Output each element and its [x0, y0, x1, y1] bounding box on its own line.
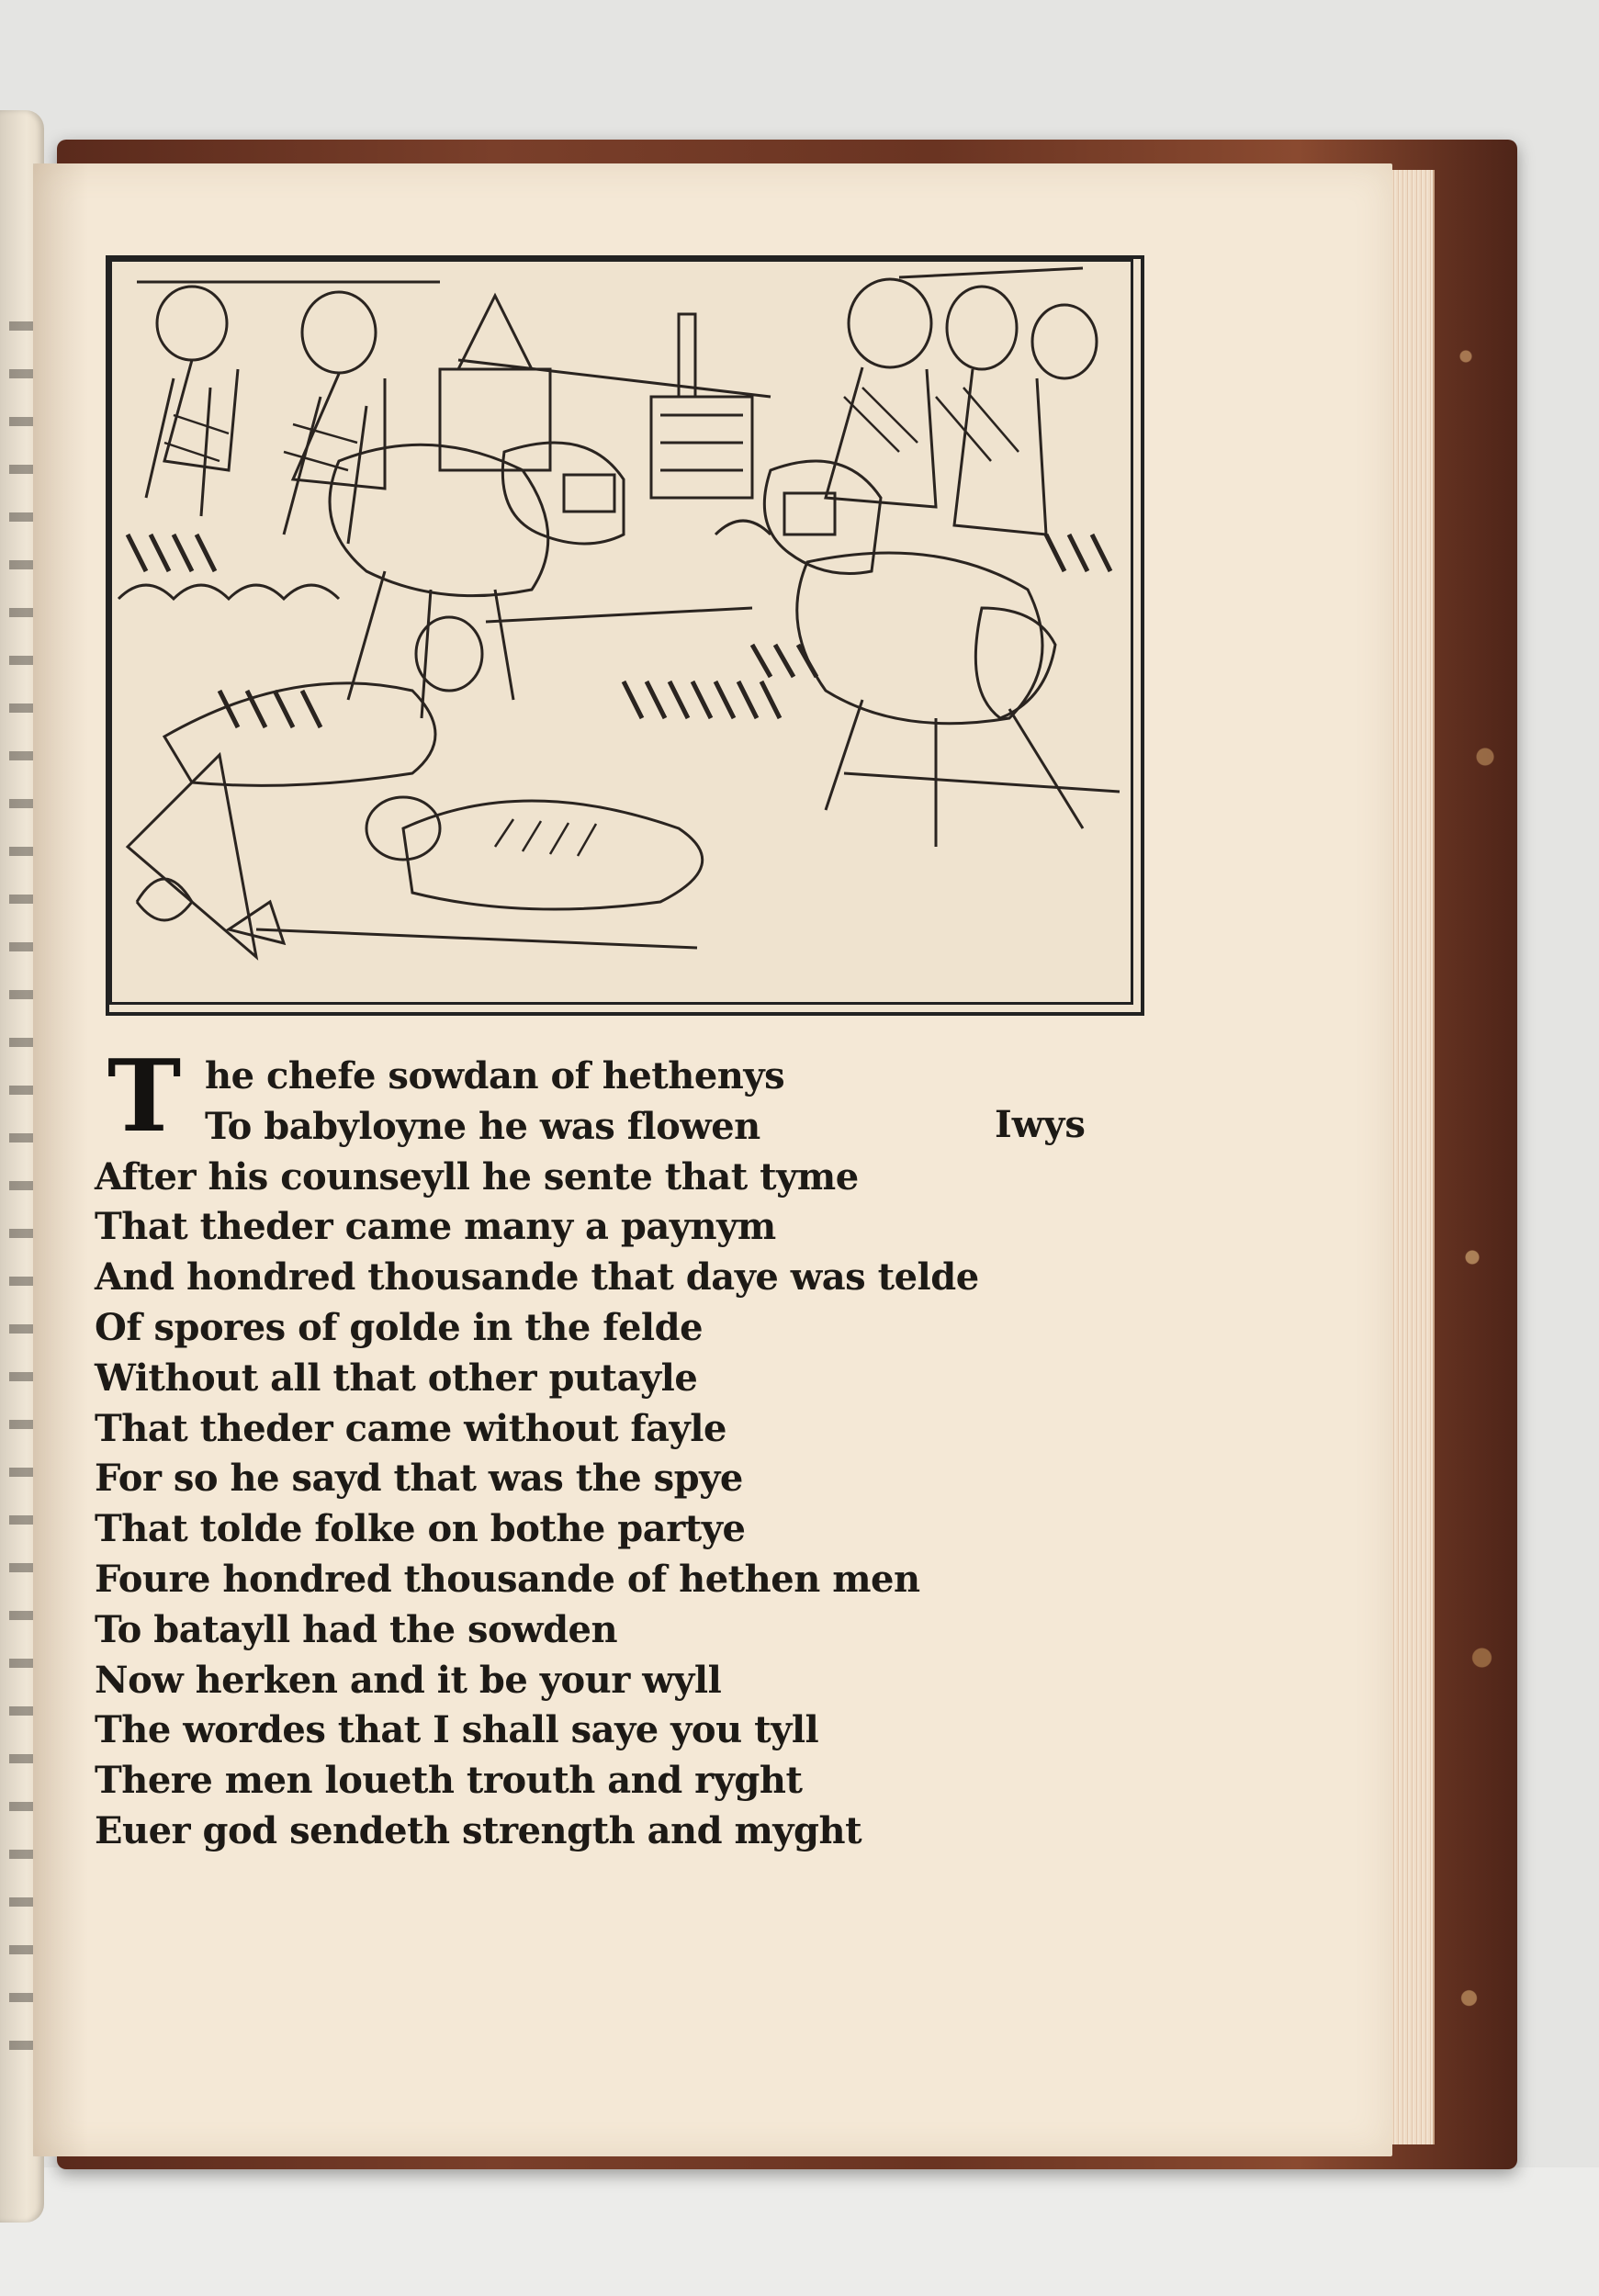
- verse-line: Without all that other putayle: [95, 1356, 698, 1400]
- verse-line: There men loueth trouth and ryght: [95, 1759, 803, 1803]
- cover-wear: [1447, 156, 1511, 2158]
- verse-line: To batayll had the sowden: [95, 1607, 618, 1651]
- catchword: Iwys: [995, 1103, 1086, 1146]
- verse-line: To babyloyne he was flowen: [205, 1104, 760, 1148]
- verse-line: And hondred thousande that daye was telde: [95, 1255, 979, 1300]
- verse-line: Euer god sendeth strength and myght: [95, 1808, 862, 1852]
- verse-line: That theder came many a paynym: [95, 1205, 776, 1249]
- gutter-shadow: [33, 163, 88, 2156]
- woodcut-illustration: [106, 255, 1144, 1016]
- verse-line: Of spores of golde in the felde: [95, 1305, 704, 1349]
- verse-line: That theder came without fayle: [95, 1406, 726, 1450]
- verse-line: That tolde folke on bothe partye: [95, 1507, 746, 1551]
- woodcut-battle-scene: [109, 259, 1133, 1005]
- verse-line: Foure hondred thousande of hethen men: [95, 1557, 920, 1601]
- verse-text-block: [95, 1039, 1086, 1857]
- verse-line: For so he sayd that was the spye: [95, 1457, 743, 1501]
- verse-line: The wordes that I shall saye you tyll: [95, 1708, 819, 1752]
- verse-line: Now herken and it be your wyll: [95, 1658, 722, 1702]
- decorated-initial: T: [107, 1039, 182, 1154]
- backdrop: [0, 2167, 1599, 2296]
- verse-line: he chefe sowdan of hethenys: [205, 1054, 785, 1097]
- verse-line: After his counseyll he sente that tyme: [95, 1154, 859, 1199]
